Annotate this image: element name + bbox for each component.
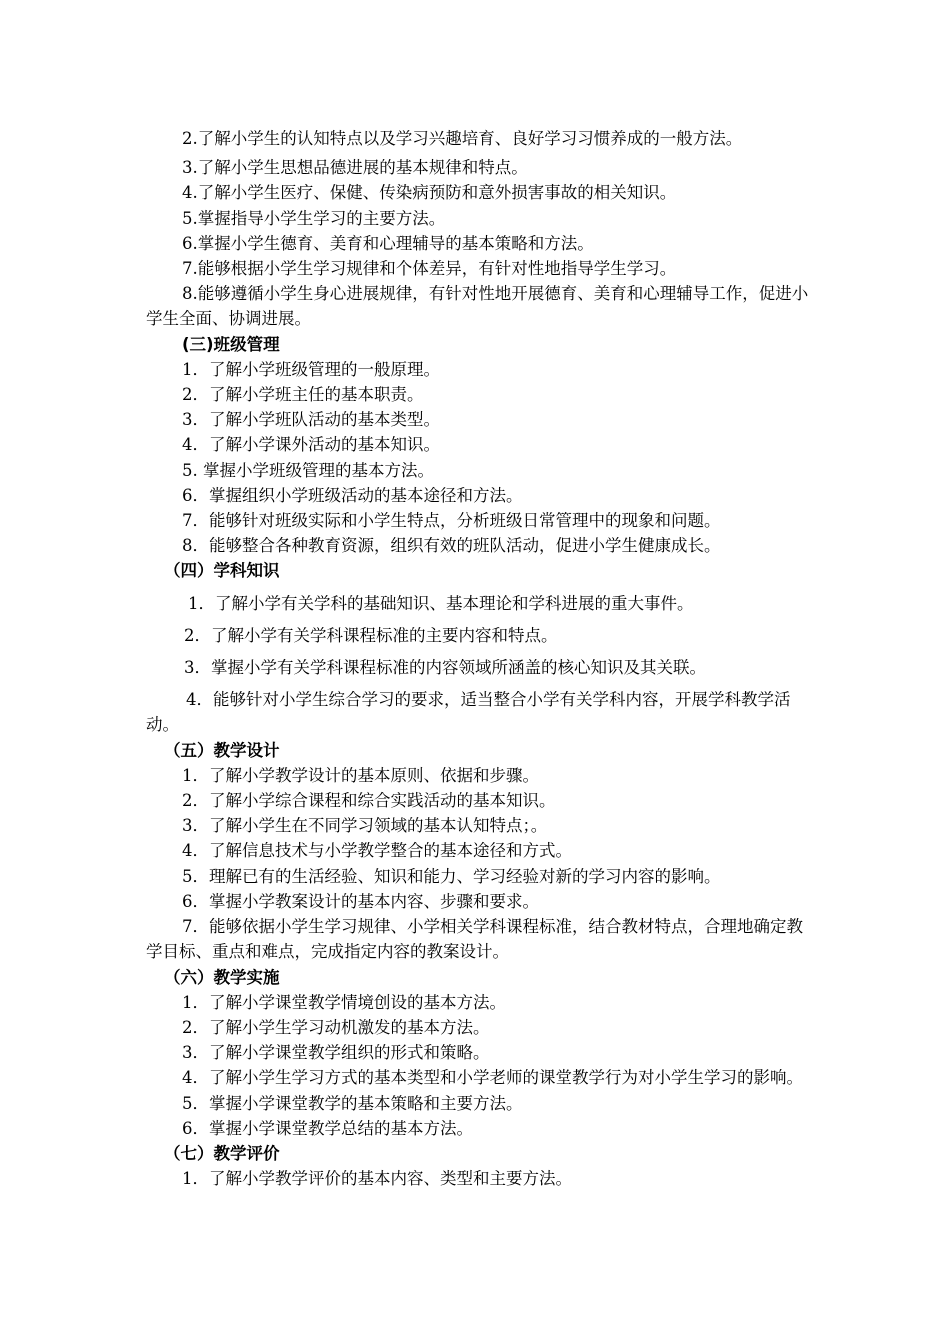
section-heading-subject-knowledge: （四）学科知识 xyxy=(164,561,280,581)
list-item: 3．掌握小学有关学科课程标准的内容领域所涵盖的核心知识及其关联。 xyxy=(184,658,706,678)
list-item: 3．了解小学生在不同学习领域的基本认知特点；。 xyxy=(182,816,548,836)
list-item: 1．了解小学教学设计的基本原则、依据和步骤。 xyxy=(182,765,539,785)
section-heading-teaching-evaluation: （七）教学评价 xyxy=(164,1143,280,1163)
list-item: 1．了解小学教学评价的基本内容、类型和主要方法。 xyxy=(182,1169,572,1189)
list-item: 1．了解小学有关学科的基础知识、基本理论和学科进展的重大事件。 xyxy=(188,593,694,613)
document-body xyxy=(146,126,810,1191)
list-item: 3.了解小学生思想品德进展的基本规律和特点。 xyxy=(182,158,528,178)
list-item: 7.能够根据小学生学习规律和个体差异，有针对性地指导学生学习。 xyxy=(182,259,677,279)
list-item: 3．了解小学课堂教学组织的形式和策略。 xyxy=(182,1043,490,1063)
list-item: 5．理解已有的生活经验、知识和能力、学习经验对新的学习内容的影响。 xyxy=(182,866,721,886)
section-heading-teaching-design: （五）教学设计 xyxy=(164,740,280,760)
list-item: 7．能够针对班级实际和小学生特点，分析班级日常管理中的现象和问题。 xyxy=(182,511,721,531)
list-item: 6．掌握组织小学班级活动的基本途径和方法。 xyxy=(182,485,523,505)
list-item: 4．能够针对小学生综合学习的要求，适当整合小学有关学科内容，开展学科教学活动。 xyxy=(146,690,791,735)
list-item: 6.掌握小学生德育、美育和心理辅导的基本策略和方法。 xyxy=(182,233,594,253)
list-item: 2．了解小学班主任的基本职责。 xyxy=(182,385,424,405)
list-item: 1．了解小学班级管理的一般原理。 xyxy=(182,359,440,379)
list-item: 4．了解小学生学习方式的基本类型和小学老师的课堂教学行为对小学生学习的影响。 xyxy=(182,1068,803,1088)
list-item: 4．了解小学课外活动的基本知识。 xyxy=(182,435,440,455)
list-item: 5. 掌握小学班级管理的基本方法。 xyxy=(182,460,434,480)
section-heading-teaching-implementation: （六）教学实施 xyxy=(164,967,280,987)
list-item: 8．能够整合各种教育资源，组织有效的班队活动，促进小学生健康成长。 xyxy=(182,536,721,556)
list-item: 2.了解小学生的认知特点以及学习兴趣培育、良好学习习惯养成的一般方法。 xyxy=(182,129,743,148)
list-item: 1．了解小学课堂教学情境创设的基本方法。 xyxy=(182,992,506,1012)
section-heading-class-management: (三)班级管理 xyxy=(182,334,280,354)
list-item: 2．了解小学有关学科课程标准的主要内容和特点。 xyxy=(184,625,558,645)
list-item: 8.能够遵循小学生身心进展规律，有针对性地开展德育、美育和心理辅导工作，促进小学生全面、协调进展。 xyxy=(146,284,809,329)
list-item: 3．了解小学班队活动的基本类型。 xyxy=(182,410,440,430)
list-item: 6．掌握小学课堂教学总结的基本方法。 xyxy=(182,1118,473,1138)
list-item: 5.掌握指导小学生学习的主要方法。 xyxy=(182,208,446,228)
list-item: 4．了解信息技术与小学教学整合的基本途径和方式。 xyxy=(182,841,572,861)
list-item: 5．掌握小学课堂教学的基本策略和主要方法。 xyxy=(182,1093,523,1113)
list-item: 7．能够依据小学生学习规律、小学相关学科课程标准，结合教材特点，合理地确定教学目标、重点和难点，完成指定内容的教案设计。 xyxy=(146,917,803,962)
list-item: 4.了解小学生医疗、保健、传染病预防和意外损害事故的相关知识。 xyxy=(182,183,677,203)
list-item: 2．了解小学生学习动机激发的基本方法。 xyxy=(182,1017,490,1037)
list-item: 6．掌握小学教案设计的基本内容、步骤和要求。 xyxy=(182,891,539,911)
list-item: 2．了解小学综合课程和综合实践活动的基本知识。 xyxy=(182,791,556,811)
